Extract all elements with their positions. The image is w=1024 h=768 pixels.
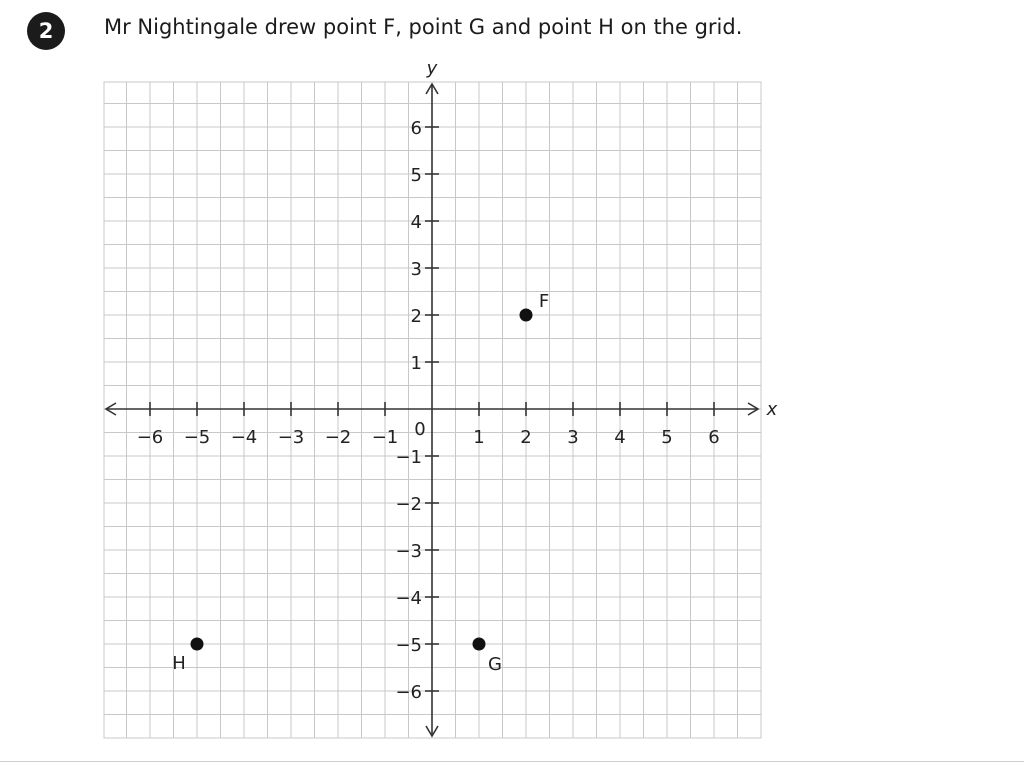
- x-tick-label: −4: [230, 427, 258, 448]
- y-tick-label: −4: [395, 588, 422, 609]
- y-tick-label: −5: [395, 635, 422, 656]
- point-h: [191, 638, 204, 651]
- y-tick-label: −1: [395, 447, 422, 468]
- point-label-h: H: [172, 653, 186, 674]
- y-tick-label: −6: [395, 682, 422, 703]
- point-g: [473, 638, 486, 651]
- question-text: Mr Nightingale drew point F, point G and point H on the grid.: [104, 15, 743, 39]
- y-axis-label: y: [426, 58, 438, 79]
- x-tick-label: −6: [136, 427, 164, 448]
- y-tick-label: −2: [395, 494, 422, 515]
- x-tick-label: −1: [371, 427, 399, 448]
- x-tick-label: 1: [473, 427, 485, 448]
- x-tick-label: 6: [708, 427, 720, 448]
- x-tick-label: −3: [277, 427, 305, 448]
- point-f: [520, 309, 533, 322]
- page-divider: [0, 761, 1024, 762]
- x-tick-label: −2: [324, 427, 352, 448]
- y-tick-label: 4: [410, 212, 422, 233]
- origin-label: 0: [414, 419, 426, 440]
- point-label-f: F: [538, 291, 550, 312]
- y-tick-label: 2: [410, 306, 422, 327]
- x-tick-label: 3: [567, 427, 579, 448]
- y-tick-label: 5: [410, 165, 422, 186]
- point-label-g: G: [488, 654, 502, 675]
- y-tick-label: 1: [410, 353, 422, 374]
- x-tick-label: 2: [520, 427, 532, 448]
- x-axis-label: x: [766, 399, 778, 420]
- y-tick-label: 6: [410, 118, 422, 139]
- x-tick-label: 5: [661, 427, 673, 448]
- y-tick-label: −3: [395, 541, 422, 562]
- x-tick-label: 4: [614, 427, 626, 448]
- y-tick-label: 3: [410, 259, 422, 280]
- x-tick-label: −5: [183, 427, 211, 448]
- question-number: 2: [38, 19, 54, 43]
